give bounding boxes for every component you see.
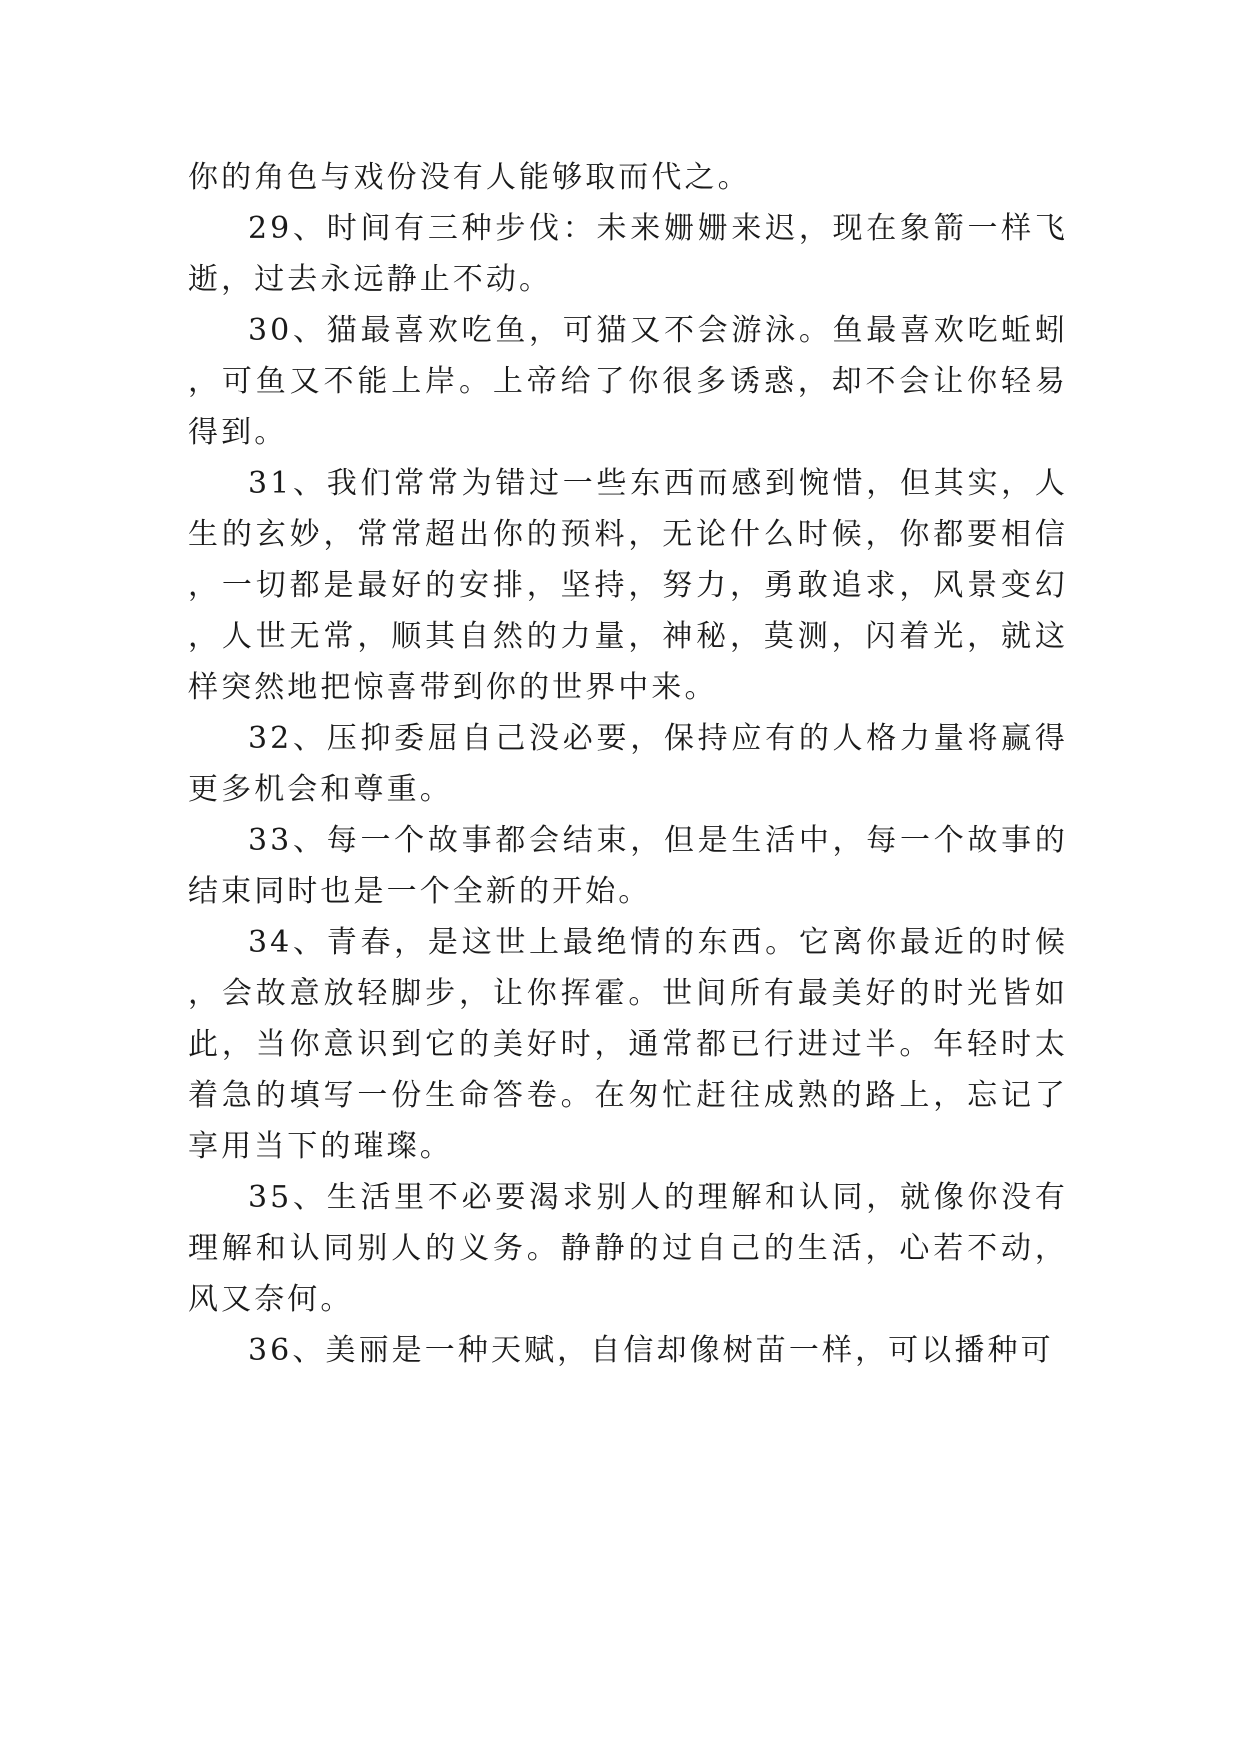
paragraph-35: 35、生活里不必要渴求别人的理解和认同，就像你没有理解和认同别人的义务。静静的过自己的生活，心若不动，风又奈何。 [188,1180,1068,1317]
document-body [188,152,1068,1376]
paragraph-34: 34、青春，是这世上最绝情的东西。它离你最近的时候，会故意放轻脚步，让你挥霍。世间所有最美好的时光皆如此，当你意识到它的美好时，通常都已行进过半。年轻时太着急的填写一份生命答卷。在匆忙赶往成熟的路上，忘记了享用当下的璀璨。 [188,925,1068,1164]
paragraph-28-tail: 你的角色与戏份没有人能够取而代之。 [188,160,751,195]
paragraph-29: 29、时间有三种步伐：未来姗姗来迟，现在象箭一样飞逝，过去永远静止不动。 [188,211,1068,297]
paragraph-33: 33、每一个故事都会结束，但是生活中，每一个故事的结束同时也是一个全新的开始。 [188,823,1068,909]
paragraph-31: 31、我们常常为错过一些东西而感到惋惜，但其实，人生的玄妙，常常超出你的预料，无论什么时候，你都要相信，一切都是最好的安排，坚持，努力，勇敢追求，风景变幻，人世无常，顺其自然的力量，神秘，莫测，闪着光，就这样突然地把惊喜带到你的世界中来。 [188,466,1068,705]
paragraph-36-head: 36、美丽是一种天赋，自信却像树苗一样，可以播种可 [248,1333,1054,1368]
paragraph-32: 32、压抑委屈自己没必要，保持应有的人格力量将赢得更多机会和尊重。 [188,721,1068,807]
paragraph-30: 30、猫最喜欢吃鱼，可猫又不会游泳。鱼最喜欢吃蚯蚓，可鱼又不能上岸。上帝给了你很多诱惑，却不会让你轻易得到。 [188,313,1068,450]
